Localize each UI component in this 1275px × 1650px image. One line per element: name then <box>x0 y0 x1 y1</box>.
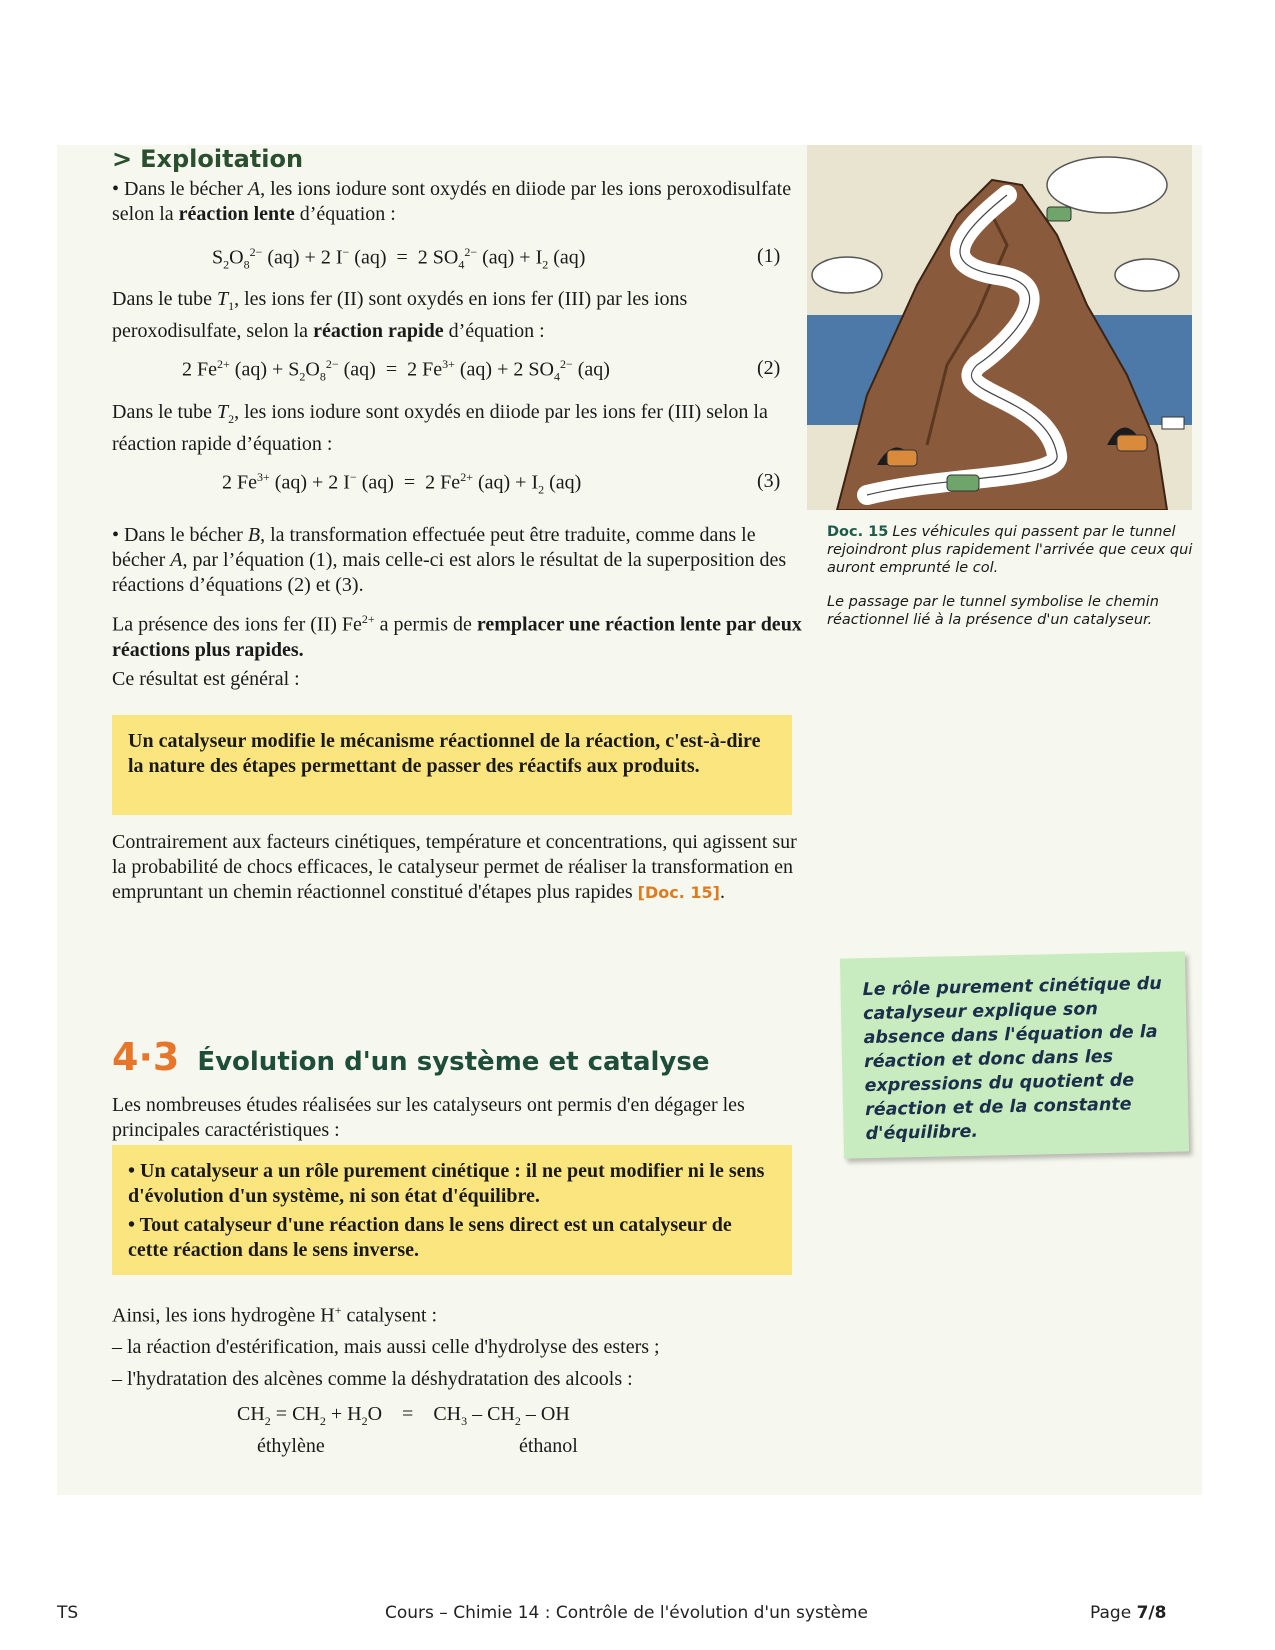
figure-caption-1: Doc. 15 Les véhicules qui passent par le tunnel rejoindront plus rapidement l'arrivée que ceux qui auront emprunté le col. <box>827 524 1193 576</box>
highlight-box-catalyseur: Un catalyseur modifie le mécanisme réactionnel de la réaction, c'est-à-dire la nature des étapes permettant de passer des réactifs aux produits. <box>112 715 792 815</box>
footer-center: Cours – Chimie 14 : Contrôle de l'évolution d'un système <box>385 1603 868 1623</box>
equation-2: 2 $Fe^{2+}$ $(aq) + S_2O_8^{2-}$ (aq) = 2 $Fe^{3+}$ (aq) + 2 $SO_4^{2-}$ (aq) <box>182 357 610 384</box>
paragraph-etudes: Les nombreuses études réalisées sur les catalyseurs ont permis d'en dégager les principales caractéristiques : <box>112 1094 745 1141</box>
paragraph-general: Ce résultat est général : <box>112 668 300 690</box>
footer-page: Page 7/8 <box>1090 1603 1167 1623</box>
section-4-3-heading: 4·3 Évolution d'un système et catalyse <box>112 1035 710 1079</box>
equation-2-number: (2) <box>757 357 781 379</box>
equation-1-number: (1) <box>757 245 781 267</box>
paragraph-becher-b: • Dans le bécher B, la transformation effectuée peut être traduite, comme dans le bécher A, par l’équation (1), mais celle-ci est alors le résultat de la superposition des réactions d’équations (2) et (3). <box>112 524 787 596</box>
label-ethylene: éthylène <box>257 1435 325 1457</box>
exploitation-heading: > Exploitation <box>112 145 304 173</box>
paragraph-tube-t1: Dans le tube $T_1$, les ions fer (II) sont oxydés en ions fer (III) par les ions peroxodisulfate, selon la réaction rapide d’équation : <box>112 288 688 342</box>
equation-3: 2 $Fe^{3+}$ (aq) + 2 I− (aq) = 2 $Fe^{2+}$ $(aq) + I_2$ (aq) <box>222 470 582 497</box>
paragraph-tube-t2: Dans le tube $T_2$, les ions iodure sont oxydés en diiode par les ions fer (III) selon la réaction rapide d’équation : <box>112 401 768 455</box>
scanned-page <box>57 145 1202 1495</box>
label-ethanol: éthanol <box>519 1435 578 1457</box>
sidenote-box: Le rôle purement cinétique du catalyseur explique son absence dans l'équation de la réaction et donc dans les expressions du quotient de réaction et de la constante d'équilibre. <box>840 951 1189 1158</box>
paragraph-facteurs: Contrairement aux facteurs cinétiques, température et concentrations, qui agissent sur la probabilité de chocs efficaces, le catalyseur permet de réaliser la transformation en empruntant un chemin réactionnel constitué d'étapes plus rapides [Doc. 15]. <box>112 831 797 903</box>
list-item-esterification: – la réaction d'estérification, mais aussi celle d'hydrolyse des esters ; <box>112 1336 660 1358</box>
doc-15-reference: [Doc. 15] <box>637 883 720 902</box>
highlight-box-caracteristiques: • Un catalyseur a un rôle purement cinétique : il ne peut modifier ni le sens d'évolution d'un système, ni son état d'équilibre. • Tout catalyseur d'une réaction dans le sens direct est un catalyseur de cette réaction dans le sens inverse. <box>112 1145 792 1275</box>
paragraph-becher-a: • Dans le bécher A, les ions iodure sont oxydés en diiode par les ions peroxodisulfate selon la réaction lente d’équation : <box>112 178 792 225</box>
equation-1: $S_2O_8^{2-}$ (aq) + 2 I− (aq) = 2 $SO_4^{2-}$ $(aq) + I_2$ (aq) <box>212 245 586 272</box>
footer-left: TS <box>57 1603 79 1623</box>
paragraph-ions-hydrogene: Ainsi, les ions hydrogène H+ catalysent : <box>112 1303 438 1327</box>
list-item-hydratation: – l'hydratation des alcènes comme la déshydratation des alcools : <box>112 1368 633 1390</box>
equation-3-number: (3) <box>757 470 781 492</box>
paragraph-fer-ii: La présence des ions fer (II) $Fe^{2+}$ a permis de remplacer une réaction lente par deux réactions plus rapides. <box>112 612 802 661</box>
figure-caption-2: Le passage par le tunnel symbolise le chemin réactionnel lié à la présence d'un catalyseur. <box>827 594 1159 628</box>
equation-hydratation: $CH_2 = CH_2 + H_2O$ = $CH_3 - CH_2$ – OH <box>237 1403 570 1428</box>
mountain-tunnel-illustration <box>807 145 1192 510</box>
